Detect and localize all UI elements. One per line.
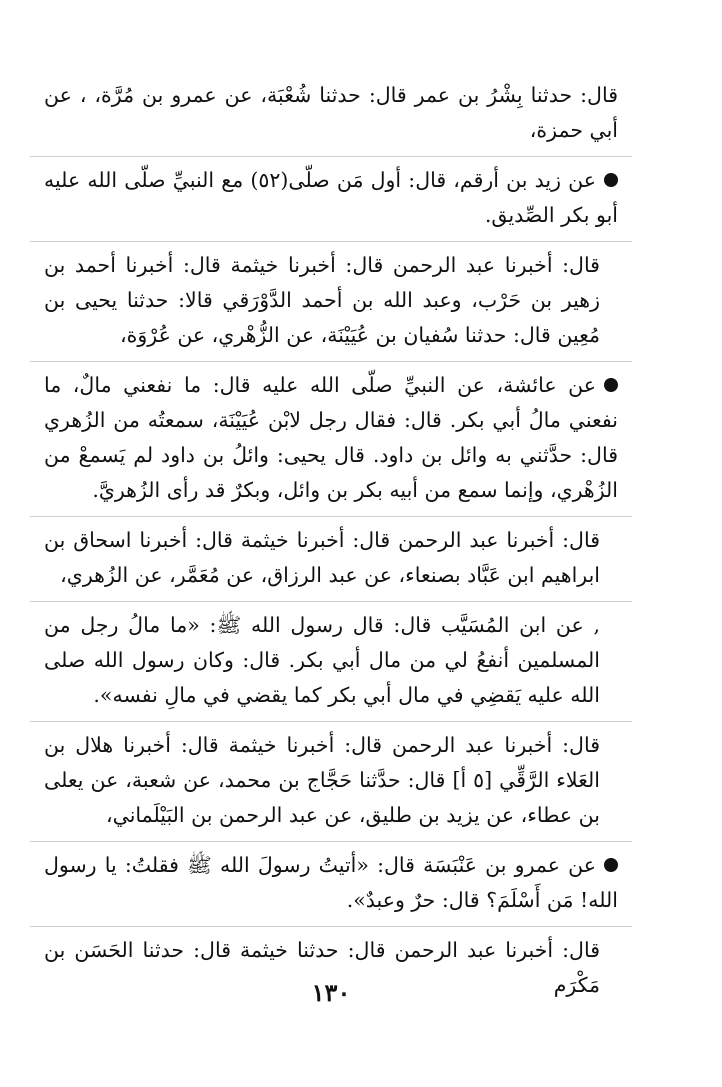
divider xyxy=(30,156,632,157)
paragraph-4 xyxy=(44,368,618,508)
paragraph-2-text: عن زيد بن أرقم، قال: أول مَن صلّى(٥٢) مع النبيِّ صلّى الله عليه أبو بكر الصِّديق. xyxy=(44,168,618,227)
paragraph-4-text: عن عائشة، عن النبيِّ صلّى الله عليه قال: ما نفعني مالٌ، ما نفعني مالُ أبي بكر. قال: فقال رجل لابْن عُيَيْنَة، سمعتُه من الزُهري قال: حدَّثني به وائل بن داود. قال يحيى: وائلُ بن داود لم يَسمعْ من الزُهْري، وإنما سمع من أبيه بكر بن وائل، وبكرٌ قد رأى الزُهريَّ. xyxy=(44,373,618,502)
bullet-icon xyxy=(604,858,618,872)
divider xyxy=(30,841,632,842)
paragraph-8 xyxy=(44,848,618,918)
divider xyxy=(30,926,632,927)
divider xyxy=(30,516,632,517)
bullet-icon xyxy=(604,173,618,187)
paragraph-9: قال: أخبرنا عبد الرحمن قال: حدثنا خيثمة قال: حدثنا الحَسَن بن مَكْرَم xyxy=(44,938,600,997)
page-number: ١٣٠ xyxy=(311,978,351,1007)
page-body xyxy=(44,78,618,1003)
divider xyxy=(30,361,632,362)
divider xyxy=(30,721,632,722)
paragraph-5: قال: أخبرنا عبد الرحمن قال: أخبرنا خيثمة قال: أخبرنا اسحاق بن ابراهيم ابن عَبَّاد بصنعاء، عن عبد الرزاق، عن مُعَمَّر، عن الزُهري، xyxy=(44,528,600,587)
divider xyxy=(30,241,632,242)
paragraph-1: قال: حدثنا بِشْرُ بن عمر قال: حدثنا شُعْبَة، عن عمرو بن مُرَّة، ، عن أبي حمزة، xyxy=(44,83,618,142)
paragraph-6: , عن ابن المُسَيَّب قال: قال رسول الله ﷺ: «ما مالُ رجل من المسلمين أنفعُ لي من مال أبي بكر. قال: وكان رسول الله صلى الله عليه يَقضِي في مال أبي بكر كما يقضي في مالِ نفسه». xyxy=(44,613,600,707)
paragraph-7: قال: أخبرنا عبد الرحمن قال: أخبرنا خيثمة قال: أخبرنا هلال بن العَلاء الرَّقِّي [٥ أ] قال: حدَّثنا حَجَّاج بن محمد، عن شعبة، عن يعلى بن عطاء، عن يزيد بن طليق، عن عبد الرحمن بن البَيْلَماني، xyxy=(44,733,600,827)
paragraph-8-text: عن عمرو بن عَنْبَسَة قال: «أتيتُ رسولَ الله ﷺ فقلتُ: يا رسول الله! مَن أَسْلَمَ؟ قال: حرٌ وعبدٌ». xyxy=(44,853,618,912)
paragraph-2 xyxy=(44,163,618,233)
divider xyxy=(30,601,632,602)
bullet-icon xyxy=(604,378,618,392)
paragraph-3: قال: أخبرنا عبد الرحمن قال: أخبرنا خيثمة قال: أخبرنا أحمد بن زهير بن حَرْب، وعبد الله بن أحمد الدَّوْرَقي قالا: حدثنا يحيى بن مُعِين قال: حدثنا سُفيان بن عُيَيْنَة، عن الزُّهْري، عن عُرْوَة، xyxy=(44,253,600,347)
